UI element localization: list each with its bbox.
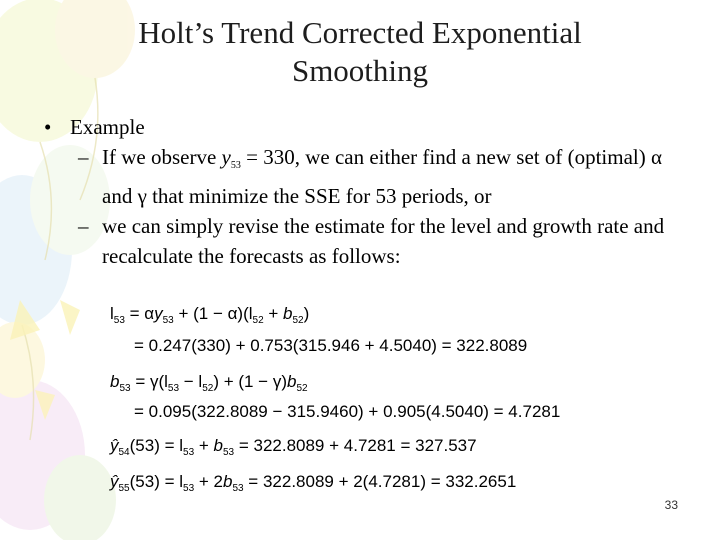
title-line-1: Holt’s Trend Corrected Exponential bbox=[138, 15, 582, 50]
bullet-list bbox=[44, 112, 684, 271]
equation-forecast-54: $ŷ_{54}(53) = l_{53} + b_{53} = 322.8089 + 4.7281 = 327.537$ bbox=[110, 436, 477, 458]
equation-level: $l_{53} = \alpha y_{53} + (1 - \alpha)(l_{52} + b_{52})$ bbox=[110, 304, 310, 326]
sub-bullet-1 bbox=[44, 142, 684, 211]
sub-bullet-2 bbox=[44, 211, 684, 271]
equation-forecast-55: $ŷ_{55}(53) = l_{53} + 2b_{53} = 322.8089 + 2(4.7281) = 332.2651$ bbox=[110, 472, 517, 494]
title-line-2: Smoothing bbox=[291, 53, 429, 88]
equation-growth-value: = 0.095(322.8089 − 315.9460) + 0.905(4.5040) = 4.7281 bbox=[134, 402, 561, 421]
equation-growth: $b_{53} = \gamma(l_{53} - l_{52}) + (1 - \gamma)b_{52}$ bbox=[110, 372, 308, 394]
bullet-item bbox=[44, 112, 684, 142]
dash-icon: – bbox=[78, 145, 89, 169]
sub-bullet-1-text: If we observe $y_{53} = 330$, we can either find a new set of (optimal) α and γ that minimize the SSE for 53 periods, or bbox=[102, 145, 662, 208]
dash-icon: – bbox=[78, 214, 89, 238]
sub-bullet-2-text: we can simply revise the estimate for the level and growth rate and recalculate the forecasts as follows: bbox=[102, 214, 665, 268]
bullet-dot-icon: • bbox=[44, 115, 52, 139]
page-number: 33 bbox=[664, 498, 678, 512]
bullet-text: Example bbox=[70, 115, 145, 139]
equation-level-value: = 0.247(330) + 0.753(315.946 + 4.5040) = 322.8089 bbox=[134, 336, 528, 355]
slide-title bbox=[70, 14, 650, 90]
